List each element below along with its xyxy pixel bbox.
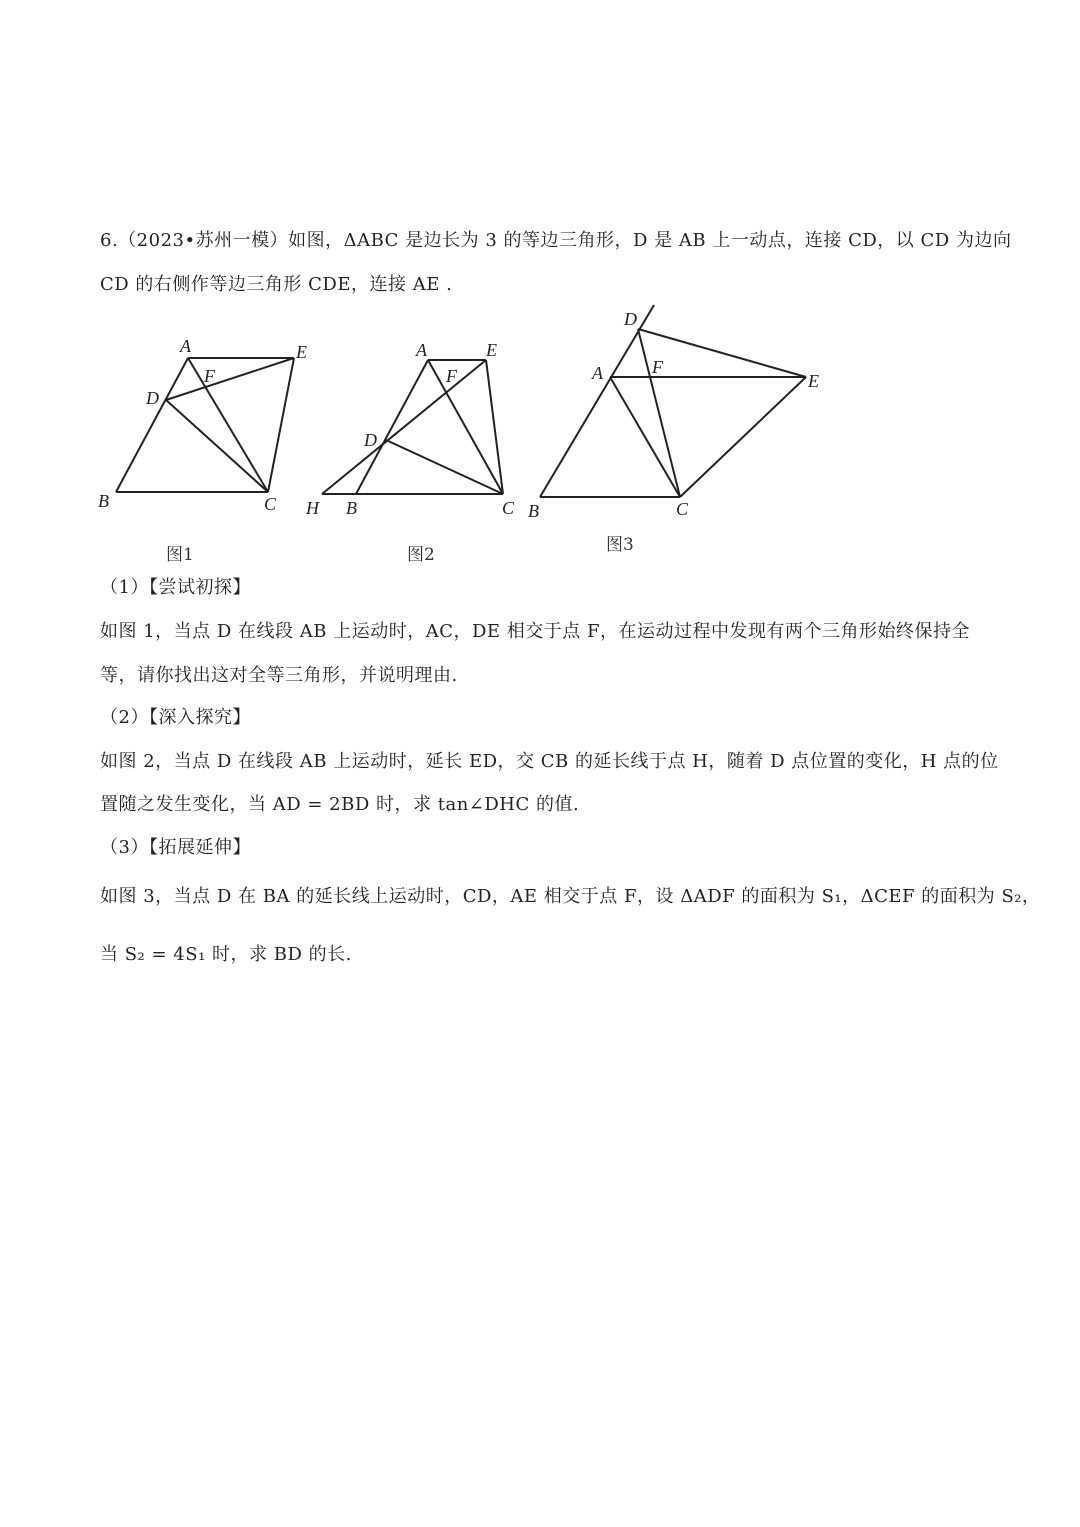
part-1-heading: （1）【尝试初探】 xyxy=(100,577,251,598)
label-E: E xyxy=(808,371,819,391)
label-E: E xyxy=(296,342,307,362)
label-D: D xyxy=(364,430,377,450)
label-F: F xyxy=(446,366,457,386)
figure-3 xyxy=(520,295,840,525)
edge-DC xyxy=(166,400,268,492)
part-1-text-1: 如图 1，当点 D 在线段 AB 上运动时，AC，DE 相交于点 F，在运动过程中发现有两个三角形始终保持全 xyxy=(100,621,970,642)
part-2-text-2: 置随之发生变化，当 AD = 2BD 时，求 tan∠DHC 的值. xyxy=(100,794,580,815)
problem-line-2: CD 的右侧作等边三角形 CDE，连接 AE . xyxy=(100,274,453,295)
edge-BA-extended xyxy=(540,305,654,497)
label-H: H xyxy=(306,498,319,518)
label-C: C xyxy=(264,494,277,514)
edge-DC xyxy=(638,329,680,497)
edge-DC xyxy=(386,440,503,494)
part-2-text-1: 如图 2，当点 D 在线段 AB 上运动时，延长 ED，交 CB 的延长线于点 H，随着 D 点位置的变化，H 点的位 xyxy=(100,751,999,772)
edge-AC xyxy=(188,358,268,492)
label-F: F xyxy=(652,357,663,377)
edge-DE xyxy=(638,329,806,377)
edge-AC xyxy=(428,360,503,494)
edge-EC xyxy=(680,377,806,497)
edge-AB xyxy=(356,360,428,494)
edge-EC xyxy=(486,360,503,494)
part-3-heading: （3）【拓展延伸】 xyxy=(100,837,251,858)
label-F: F xyxy=(204,366,215,386)
label-D: D xyxy=(624,309,637,329)
figure-3-caption: 图3 xyxy=(606,535,634,555)
figure-1-caption: 图1 xyxy=(166,545,194,565)
part-2-heading: （2）【深入探究】 xyxy=(100,707,251,728)
label-B: B xyxy=(528,501,539,521)
label-A: A xyxy=(180,336,191,356)
edge-AC xyxy=(610,377,680,497)
label-B: B xyxy=(98,491,109,511)
label-B: B xyxy=(346,498,357,518)
label-C: C xyxy=(676,499,689,519)
label-D: D xyxy=(146,388,159,408)
label-E: E xyxy=(486,340,497,360)
part-3-text-1: 如图 3，当点 D 在 BA 的延长线上运动时，CD，AE 相交于点 F，设 ΔADF 的面积为 S₁，ΔCEF 的面积为 S₂， xyxy=(100,886,1041,907)
label-A: A xyxy=(416,340,427,360)
part-3-text-2: 当 S₂ = 4S₁ 时，求 BD 的长. xyxy=(100,944,352,965)
edge-EC xyxy=(268,358,294,492)
figure-1 xyxy=(90,330,330,520)
problem-line-1: 6.（2023•苏州一模）如图，ΔABC 是边长为 3 的等边三角形，D 是 AB 上一动点，连接 CD，以 CD 为边向 xyxy=(100,230,1012,251)
label-A: A xyxy=(592,363,603,383)
part-1-text-2: 等，请你找出这对全等三角形，并说明理由. xyxy=(100,665,458,686)
figure-2 xyxy=(300,330,540,525)
edge-AB xyxy=(116,358,188,492)
figure-2-caption: 图2 xyxy=(407,545,435,565)
label-C: C xyxy=(502,498,515,518)
